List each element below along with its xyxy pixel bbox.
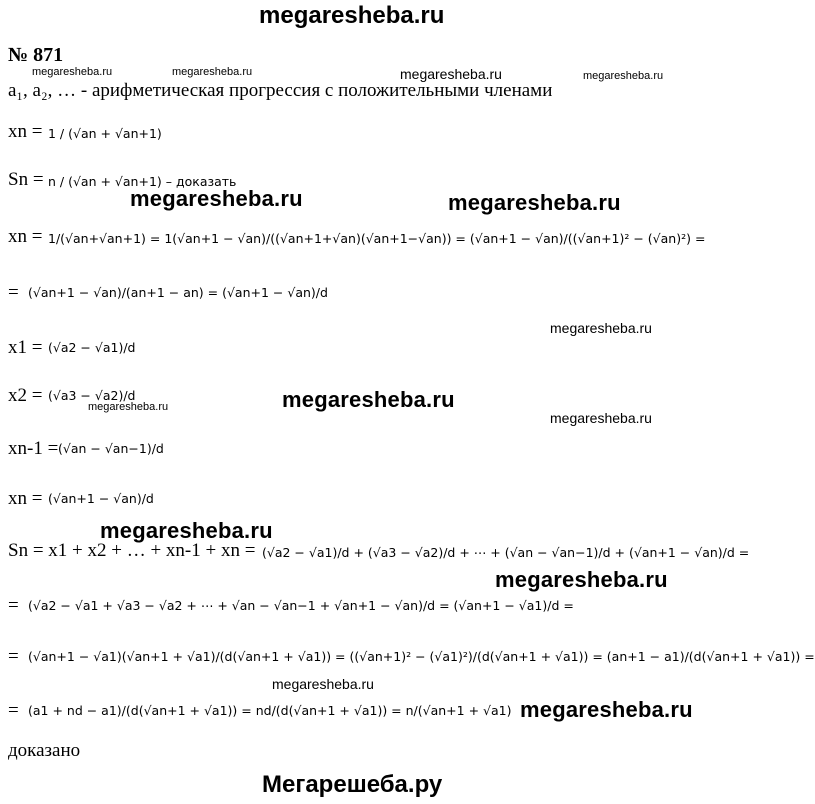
watermark: megaresheba.ru [550,320,652,336]
watermark: megaresheba.ru [172,66,253,78]
watermark: megaresheba.ru [272,676,374,692]
watermark: megaresheba.ru [400,66,502,82]
line-2-formula: n / (√an + √an+1) – доказать [48,174,237,189]
conclusion-text: доказано [8,740,81,761]
watermark: megaresheba.ru [100,518,273,543]
line-11-formula: (√an+1 − √a1)(√an+1 + √a1)/(d(√an+1 + √a1)) = ((√an+1)² − (√a1)²)/(d(√an+1 + √a1)) = (an+1 − a1)/(d(√an+1 + √a1)) = [28,649,815,664]
line-12-lhs: = [8,700,19,721]
line-1-formula: 1 / (√an + √an+1) [48,126,162,141]
watermark: megaresheba.ru [550,410,652,426]
problem-statement: a₁, a₂, … - арифметическая прогрессия с положительными членами [8,80,553,101]
watermark: megaresheba.ru [495,567,668,592]
line-9-formula: (√a2 − √a1)/d + (√a3 − √a2)/d + ⋯ + (√an − √an−1)/d + (√an+1 − √an)/d = [262,545,750,560]
line-7-formula: (√an − √an−1)/d [58,441,164,456]
line-9-lhs: Sn = x1 + x2 + … + xn-1 + xn = [8,540,256,561]
site-footer: Мегарешеба.ру [262,771,443,798]
line-10-lhs: = [8,595,19,616]
line-7-lhs: xn-1 = [8,438,59,459]
line-10-formula: (√a2 − √a1 + √a3 − √a2 + ⋯ + √an − √an−1 + √an+1 − √an)/d = (√an+1 − √a1)/d = [28,598,574,613]
line-4-formula: (√an+1 − √an)/(an+1 − an) = (√an+1 − √an)/d [28,285,328,300]
watermark: megaresheba.ru [448,190,621,215]
watermark: megaresheba.ru [520,697,693,722]
line-3-lhs: xn = [8,226,43,247]
line-5-lhs: x1 = [8,337,43,358]
watermark: megaresheba.ru [88,401,169,413]
line-12-formula: (a1 + nd − a1)/(d(√an+1 + √a1)) = nd/(d(√an+1 + √a1)) = n/(√an+1 + √a1) [28,703,512,718]
watermark: megaresheba.ru [32,66,113,78]
watermark: megaresheba.ru [583,70,664,82]
watermark: megaresheba.ru [282,387,455,412]
line-5-formula: (√a2 − √a1)/d [48,340,136,355]
line-3-formula: 1/(√an+√an+1) = 1(√an+1 − √an)/((√an+1+√an)(√an+1−√an)) = (√an+1 − √an)/((√an+1)² − (√an)²) = [48,231,706,246]
line-6-lhs: x2 = [8,385,43,406]
problem-number: № 871 [8,44,64,66]
line-11-lhs: = [8,646,19,667]
line-2-lhs: Sn = [8,169,44,190]
site-header: megaresheba.ru [259,2,445,29]
line-1-lhs: xn = [8,121,43,142]
watermark: megaresheba.ru [130,186,303,211]
line-6-formula: (√a3 − √a2)/d [48,388,136,403]
line-8-formula: (√an+1 − √an)/d [48,491,154,506]
line-4-lhs: = [8,282,19,303]
line-8-lhs: xn = [8,488,43,509]
